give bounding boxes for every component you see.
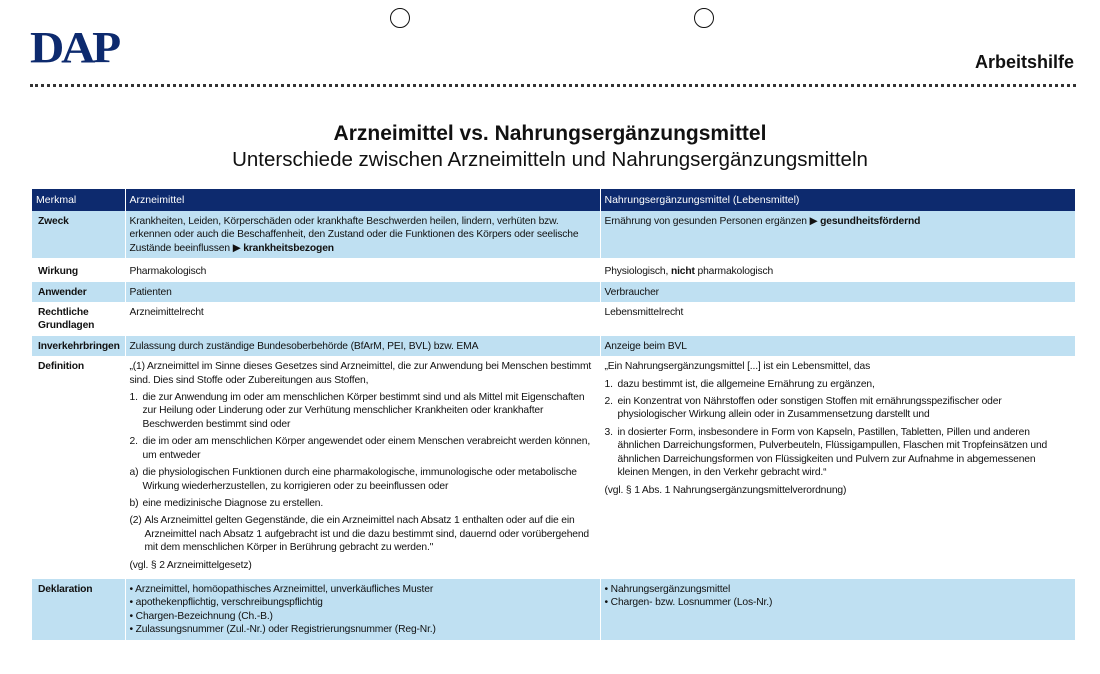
zweck-a-bold: krankheitsbezogen	[243, 242, 334, 254]
inverkehr-arzneimittel: Zulassung durch zuständige Bundesoberbehörde (BfArM, PEI, BVL) bzw. EMA	[125, 336, 600, 356]
anwender-nem: Verbraucher	[600, 282, 1075, 302]
zweck-nem	[600, 211, 1075, 258]
punch-hole-right	[694, 8, 714, 28]
deklaration-arzneimittel	[125, 579, 600, 640]
wirkung-b-post: pharmakologisch	[697, 266, 774, 278]
wirkung-b-pre: Physiologisch,	[604, 266, 669, 278]
grundlagen-arzneimittel: Arzneimittelrecht	[125, 302, 600, 336]
wirkung-nem	[600, 261, 1075, 281]
row-deklaration	[32, 579, 1075, 640]
key-anwender: Anwender	[32, 282, 125, 302]
list-item: • Arzneimittel, homöopathisches Arzneimittel, unverkäufliches Muster	[129, 583, 434, 595]
arrow-right-icon: ▶	[232, 242, 241, 254]
table-header-row	[32, 189, 1075, 211]
list-item: 1. die zur Anwendung im oder am menschlichen Körper bestimmt sind und als Mittel mit Eigenschaften zur Heilung oder Linderung oder zur Verhütung menschlicher Krankheiten oder krankhafter Beschwerden bestimmt sind oder	[129, 392, 585, 430]
header-arzneimittel: Arzneimittel	[125, 189, 600, 211]
key-deklaration: Deklaration	[32, 579, 125, 640]
list-item: 1. dazu bestimmt ist, die allgemeine Ernährung zu ergänzen,	[604, 378, 875, 390]
definition-a-source: (vgl. § 2 Arzneimittelgesetz)	[129, 559, 252, 571]
wirkung-arzneimittel: Pharmakologisch	[125, 261, 600, 281]
key-definition: Definition	[32, 356, 125, 579]
key-zweck: Zweck	[32, 211, 125, 258]
definition-nem	[600, 356, 1075, 579]
definition-b-source: (vgl. § 1 Abs. 1 Nahrungsergänzungsmittelverordnung)	[604, 484, 847, 496]
grundlagen-nem: Lebensmittelrecht	[600, 302, 1075, 336]
row-grundlagen	[32, 302, 1075, 336]
list-item: • Zulassungsnummer (Zul.-Nr.) oder Registrierungsnummer (Reg-Nr.)	[129, 624, 436, 636]
row-anwender	[32, 282, 1075, 302]
key-inverkehr: Inverkehrbringen	[32, 336, 125, 356]
key-grundlagen: Rechtliche Grundlagen	[32, 302, 125, 336]
list-item: • apothekenpflichtig, verschreibungspflichtig	[129, 597, 323, 609]
list-item: • Chargen-Bezeichnung (Ch.-B.)	[129, 610, 273, 622]
list-item: (2) Als Arzneimittel gelten Gegenstände, die ein Arzneimittel nach Absatz 1 enthalten oder auf die ein Arzneimittel nach Absatz 1 aufgebracht ist und die dazu bestimmt sind, dauernd oder vorübergehend mit dem menschlichen Körper in Berührung gebracht zu werden."	[129, 515, 590, 554]
list-item: 3. in dosierter Form, insbesondere in Form von Kapseln, Pastillen, Tabletten, Pillen und anderen ähnlichen Darreichungsformen, Pulverbeuteln, Flüssigampullen, Flaschen mit Tropfeinsätzen und ähnlichen Darreichungsformen von Flüssigkeiten und Pulvern zur Aufnahme in abgemessenen kleinen Mengen, in den Verkehr gebracht wird.“	[604, 426, 1048, 479]
definition-arzneimittel	[125, 356, 600, 579]
row-zweck	[32, 211, 1075, 258]
list-item: a) die physiologischen Funktionen durch eine pharmakologische, immunologische oder metabolische Wirkung wiederherzustellen, zu korrigieren oder zu beeinflussen oder	[129, 467, 577, 492]
row-definition	[32, 356, 1075, 579]
dotted-divider	[30, 84, 1076, 87]
list-item: 2. ein Konzentrat von Nährstoffen oder sonstigen Stoffen mit ernährungsspezifischer oder physiologischer Wirkung allein oder in Zusammensetzung darstellt und	[604, 396, 1002, 421]
inverkehr-nem: Anzeige beim BVL	[600, 336, 1075, 356]
row-inverkehr	[32, 336, 1075, 356]
header-nem: Nahrungsergänzungsmittel (Lebensmittel)	[600, 189, 1075, 211]
definition-a-intro: „(1) Arzneimittel im Sinne dieses Gesetzes sind Arzneimittel, die zur Anwendung bei Menschen bestimmt sind. Dies sind Stoffe oder Zubereitungen aus Stoffen,	[129, 361, 592, 386]
zweck-arzneimittel	[125, 211, 600, 258]
key-wirkung: Wirkung	[32, 261, 125, 281]
page-subtitle: Unterschiede zwischen Arzneimitteln und Nahrungsergänzungsmitteln	[232, 148, 868, 171]
definition-b-intro: „Ein Nahrungsergänzungsmittel [...] ist ein Lebensmittel, das	[604, 361, 871, 373]
list-item: b) eine medizinische Diagnose zu erstellen.	[129, 497, 324, 509]
page-title: Arzneimittel vs. Nahrungsergänzungsmittel	[333, 122, 767, 145]
header-merkmal: Merkmal	[32, 189, 125, 211]
list-item: 2. die im oder am menschlichen Körper angewendet oder einem Menschen verabreicht werden können, um entweder	[129, 436, 591, 461]
wirkung-b-bold: nicht	[670, 266, 695, 278]
punch-hole-left	[390, 8, 410, 28]
anwender-arzneimittel: Patienten	[125, 282, 600, 302]
deklaration-nem	[600, 579, 1075, 640]
list-item: • Chargen- bzw. Losnummer (Los-Nr.)	[604, 597, 773, 609]
row-wirkung	[32, 261, 1075, 281]
list-item: • Nahrungsergänzungsmittel	[604, 583, 731, 595]
zweck-b-bold: gesundheitsfördernd	[820, 216, 921, 227]
zweck-b-text: Ernährung von gesunden Personen ergänzen	[604, 216, 807, 227]
document-label: Arbeitshilfe	[974, 52, 1074, 72]
comparison-table	[32, 189, 1075, 640]
zweck-a-text: Krankheiten, Leiden, Körperschäden oder krankhafte Beschwerden heilen, lindern, verhüten bzw. erkennen oder auch die Beschaffenheit, den Zustand oder die Funktionen des Körpers oder seelische Zustände beeinflussen	[129, 216, 579, 254]
arrow-right-icon: ▶	[809, 216, 818, 227]
dap-logo: DAP	[30, 23, 118, 72]
